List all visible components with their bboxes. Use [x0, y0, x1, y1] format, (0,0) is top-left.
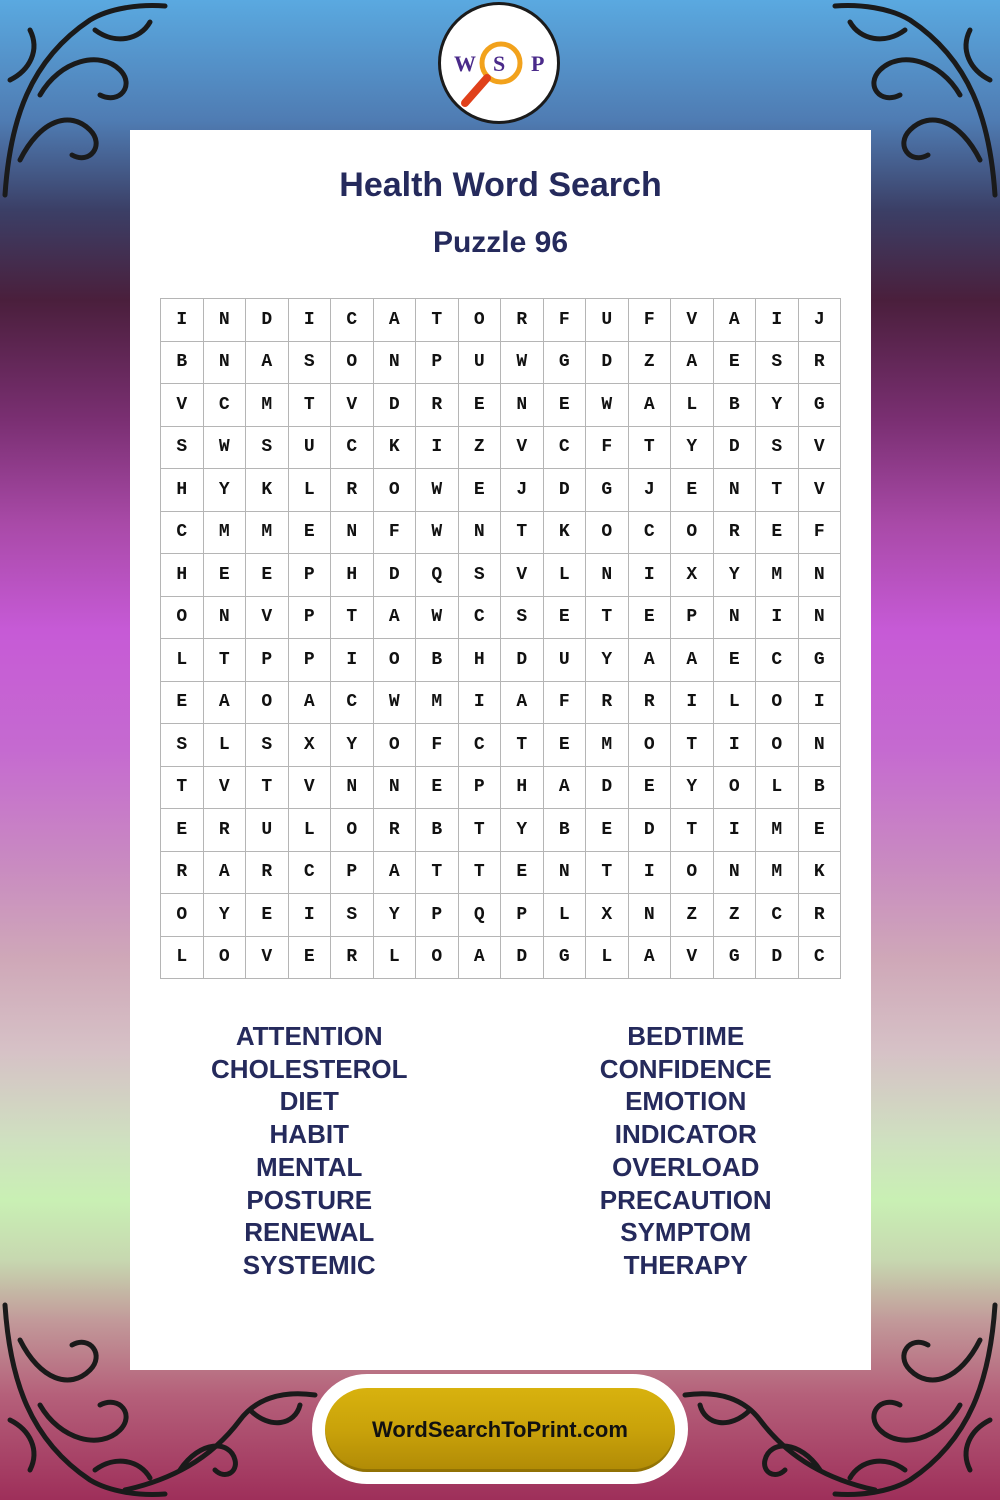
grid-cell[interactable]: N — [204, 299, 247, 342]
grid-cell[interactable]: B — [799, 767, 842, 810]
grid-cell[interactable]: T — [671, 724, 714, 767]
grid-cell[interactable]: T — [459, 852, 502, 895]
grid-cell[interactable]: G — [714, 937, 757, 980]
grid-cell[interactable]: C — [331, 299, 374, 342]
grid-cell[interactable]: W — [416, 469, 459, 512]
word-item: MENTAL — [256, 1151, 363, 1182]
grid-cell[interactable]: S — [246, 427, 289, 470]
grid-cell[interactable]: G — [799, 384, 842, 427]
grid-cell[interactable]: J — [629, 469, 672, 512]
grid-cell[interactable]: F — [799, 512, 842, 555]
grid-cell[interactable]: O — [756, 682, 799, 725]
grid-cell[interactable]: O — [671, 512, 714, 555]
grid-cell[interactable]: I — [289, 894, 332, 937]
grid-cell[interactable]: T — [161, 767, 204, 810]
grid-cell[interactable]: Y — [501, 809, 544, 852]
grid-cell[interactable]: L — [161, 937, 204, 980]
grid-cell[interactable]: M — [204, 512, 247, 555]
grid-cell[interactable]: A — [246, 342, 289, 385]
grid-cell[interactable]: M — [756, 554, 799, 597]
grid-cell[interactable]: R — [416, 384, 459, 427]
magnifier-icon — [441, 5, 557, 121]
ornament-bottom-right-scroll-icon — [680, 1370, 880, 1500]
grid-cell[interactable]: S — [756, 427, 799, 470]
grid-cell[interactable]: T — [629, 427, 672, 470]
grid-cell[interactable]: A — [374, 299, 417, 342]
word-item: HABIT — [269, 1119, 349, 1150]
grid-cell[interactable]: Z — [671, 894, 714, 937]
grid-cell[interactable]: N — [331, 767, 374, 810]
grid-cell[interactable]: N — [374, 342, 417, 385]
grid-cell[interactable]: I — [671, 682, 714, 725]
grid-cell[interactable]: L — [544, 554, 587, 597]
grid-cell[interactable]: Q — [416, 554, 459, 597]
grid-cell[interactable]: S — [161, 724, 204, 767]
grid-cell[interactable]: P — [289, 639, 332, 682]
grid-cell[interactable]: K — [374, 427, 417, 470]
grid-cell[interactable]: M — [246, 512, 289, 555]
grid-cell[interactable]: K — [544, 512, 587, 555]
grid-cell[interactable]: F — [544, 682, 587, 725]
grid-cell[interactable]: B — [416, 639, 459, 682]
grid-cell[interactable]: W — [204, 427, 247, 470]
grid-cell[interactable]: A — [629, 384, 672, 427]
grid-cell[interactable]: I — [459, 682, 502, 725]
grid-cell[interactable]: N — [374, 767, 417, 810]
grid-cell[interactable]: N — [544, 852, 587, 895]
grid-cell[interactable]: T — [204, 639, 247, 682]
grid-cell[interactable]: W — [586, 384, 629, 427]
grid-cell[interactable]: O — [586, 512, 629, 555]
grid-cell[interactable]: T — [416, 299, 459, 342]
grid-cell[interactable]: O — [204, 937, 247, 980]
grid-cell[interactable]: E — [416, 767, 459, 810]
grid-cell[interactable]: L — [671, 384, 714, 427]
grid-cell[interactable]: I — [331, 639, 374, 682]
grid-cell[interactable]: P — [289, 554, 332, 597]
grid-cell[interactable]: D — [374, 554, 417, 597]
grid-cell[interactable]: L — [289, 469, 332, 512]
grid-cell[interactable]: E — [544, 724, 587, 767]
grid-cell[interactable]: E — [629, 597, 672, 640]
grid-cell[interactable]: R — [204, 809, 247, 852]
grid-cell[interactable]: V — [671, 937, 714, 980]
word-list — [130, 1020, 871, 1282]
grid-cell[interactable]: K — [246, 469, 289, 512]
grid-cell[interactable]: F — [374, 512, 417, 555]
grid-cell[interactable]: A — [544, 767, 587, 810]
grid-cell[interactable]: I — [416, 427, 459, 470]
grid-cell[interactable]: G — [544, 937, 587, 980]
grid-cell[interactable]: E — [629, 767, 672, 810]
grid-cell[interactable]: A — [671, 342, 714, 385]
grid-cell[interactable]: E — [671, 469, 714, 512]
grid-cell[interactable]: A — [501, 682, 544, 725]
grid-cell[interactable]: A — [459, 937, 502, 980]
grid-cell[interactable]: P — [459, 767, 502, 810]
grid-cell[interactable]: A — [714, 299, 757, 342]
grid-cell[interactable]: F — [416, 724, 459, 767]
grid-cell[interactable]: N — [459, 512, 502, 555]
grid-cell[interactable]: X — [289, 724, 332, 767]
grid-cell[interactable]: V — [289, 767, 332, 810]
grid-cell[interactable]: I — [756, 597, 799, 640]
grid-cell[interactable]: W — [374, 682, 417, 725]
grid-cell[interactable]: S — [756, 342, 799, 385]
ornament-bottom-left-scroll-icon — [120, 1370, 320, 1500]
grid-cell[interactable]: S — [161, 427, 204, 470]
grid-cell[interactable]: J — [799, 299, 842, 342]
grid-cell[interactable]: Y — [756, 384, 799, 427]
grid-cell[interactable]: P — [501, 894, 544, 937]
grid-cell[interactable]: V — [246, 937, 289, 980]
word-item: INDICATOR — [614, 1119, 757, 1150]
grid-cell[interactable]: W — [416, 597, 459, 640]
word-item: POSTURE — [246, 1184, 373, 1215]
grid-cell[interactable]: A — [629, 639, 672, 682]
grid-cell[interactable]: F — [629, 299, 672, 342]
grid-cell[interactable]: C — [756, 894, 799, 937]
grid-cell[interactable]: L — [289, 809, 332, 852]
grid-cell[interactable]: A — [204, 682, 247, 725]
grid-cell[interactable]: P — [671, 597, 714, 640]
grid-cell[interactable]: R — [799, 894, 842, 937]
grid-cell[interactable]: I — [714, 724, 757, 767]
grid-cell[interactable]: E — [756, 512, 799, 555]
footer-badge — [312, 1374, 688, 1484]
grid-cell[interactable]: Z — [629, 342, 672, 385]
word-item: RENEWAL — [244, 1217, 375, 1248]
grid-cell[interactable]: H — [161, 554, 204, 597]
grid-cell[interactable]: Y — [671, 427, 714, 470]
grid-cell[interactable]: D — [586, 342, 629, 385]
grid-cell[interactable]: T — [586, 852, 629, 895]
grid-cell[interactable]: E — [289, 512, 332, 555]
grid-cell[interactable]: S — [501, 597, 544, 640]
grid-cell[interactable]: H — [501, 767, 544, 810]
grid-cell[interactable]: T — [459, 809, 502, 852]
grid-cell[interactable]: R — [799, 342, 842, 385]
grid-cell[interactable]: N — [331, 512, 374, 555]
word-item: PRECAUTION — [599, 1184, 772, 1215]
grid-cell[interactable]: V — [501, 554, 544, 597]
puzzle-card — [130, 130, 871, 1370]
grid-cell[interactable]: V — [671, 299, 714, 342]
grid-cell[interactable]: P — [289, 597, 332, 640]
grid-cell[interactable]: V — [501, 427, 544, 470]
grid-cell[interactable]: X — [671, 554, 714, 597]
grid-cell[interactable]: J — [501, 469, 544, 512]
grid-cell[interactable]: C — [161, 512, 204, 555]
grid-cell[interactable]: G — [544, 342, 587, 385]
grid-cell[interactable]: M — [246, 384, 289, 427]
word-item: OVERLOAD — [612, 1151, 760, 1182]
word-item: ATTENTION — [235, 1021, 383, 1051]
letter-grid — [160, 298, 841, 979]
grid-cell[interactable]: H — [459, 639, 502, 682]
grid-cell[interactable]: T — [501, 512, 544, 555]
grid-cell[interactable]: A — [629, 937, 672, 980]
word-item: BEDTIME — [627, 1021, 745, 1051]
grid-cell[interactable]: O — [161, 597, 204, 640]
grid-cell[interactable]: O — [246, 682, 289, 725]
grid-cell[interactable]: N — [714, 469, 757, 512]
grid-cell[interactable]: N — [501, 384, 544, 427]
grid-cell[interactable]: D — [629, 809, 672, 852]
grid-cell[interactable]: I — [629, 554, 672, 597]
word-list-left — [124, 1020, 495, 1282]
grid-cell[interactable]: B — [416, 809, 459, 852]
grid-cell[interactable]: E — [246, 554, 289, 597]
grid-cell[interactable]: V — [246, 597, 289, 640]
grid-cell[interactable]: Y — [204, 469, 247, 512]
grid-cell[interactable]: T — [331, 597, 374, 640]
grid-cell[interactable]: O — [374, 724, 417, 767]
grid-cell[interactable]: P — [416, 342, 459, 385]
grid-cell[interactable]: U — [246, 809, 289, 852]
grid-cell[interactable]: R — [161, 852, 204, 895]
grid-cell[interactable]: E — [161, 809, 204, 852]
grid-cell[interactable]: T — [289, 384, 332, 427]
grid-cell[interactable]: R — [586, 682, 629, 725]
grid-cell[interactable]: T — [756, 469, 799, 512]
grid-cell[interactable]: N — [204, 342, 247, 385]
grid-cell[interactable]: L — [161, 639, 204, 682]
grid-cell[interactable]: T — [586, 597, 629, 640]
grid-cell[interactable]: U — [459, 342, 502, 385]
grid-cell[interactable]: O — [331, 342, 374, 385]
word-item: DIET — [279, 1086, 339, 1117]
grid-cell[interactable]: C — [331, 427, 374, 470]
grid-cell[interactable]: I — [629, 852, 672, 895]
grid-cell[interactable]: V — [331, 384, 374, 427]
word-item: CHOLESTEROL — [211, 1053, 408, 1084]
grid-cell[interactable]: N — [204, 597, 247, 640]
grid-cell[interactable]: G — [586, 469, 629, 512]
word-item: EMOTION — [625, 1086, 747, 1117]
grid-cell[interactable]: N — [799, 554, 842, 597]
grid-cell[interactable]: L — [374, 937, 417, 980]
grid-cell[interactable]: O — [374, 469, 417, 512]
grid-cell[interactable]: D — [714, 427, 757, 470]
grid-cell[interactable]: O — [714, 767, 757, 810]
grid-cell[interactable]: R — [331, 469, 374, 512]
grid-cell[interactable]: M — [756, 852, 799, 895]
grid-cell[interactable]: Y — [586, 639, 629, 682]
grid-cell[interactable]: U — [586, 299, 629, 342]
grid-cell[interactable]: P — [246, 639, 289, 682]
grid-cell[interactable]: E — [544, 384, 587, 427]
grid-cell[interactable]: E — [161, 682, 204, 725]
grid-cell[interactable]: E — [586, 809, 629, 852]
grid-cell[interactable]: U — [544, 639, 587, 682]
grid-cell[interactable]: C — [799, 937, 842, 980]
grid-cell[interactable]: N — [586, 554, 629, 597]
grid-cell[interactable]: E — [289, 937, 332, 980]
grid-cell[interactable]: H — [161, 469, 204, 512]
logo-letter-w: W — [454, 51, 476, 76]
grid-cell[interactable]: E — [459, 384, 502, 427]
grid-cell[interactable]: E — [501, 852, 544, 895]
word-item: THERAPY — [623, 1249, 748, 1280]
word-item: SYSTEMIC — [242, 1249, 376, 1280]
grid-cell[interactable]: U — [289, 427, 332, 470]
grid-cell[interactable]: W — [501, 342, 544, 385]
grid-cell[interactable]: C — [544, 427, 587, 470]
grid-cell[interactable]: M — [586, 724, 629, 767]
grid-cell[interactable]: C — [289, 852, 332, 895]
grid-cell[interactable]: D — [501, 937, 544, 980]
grid-cell[interactable]: I — [756, 299, 799, 342]
grid-cell[interactable]: Z — [459, 427, 502, 470]
grid-cell[interactable]: L — [586, 937, 629, 980]
grid-cell[interactable]: Y — [374, 894, 417, 937]
page-title: Health Word Search — [339, 166, 662, 204]
grid-cell[interactable]: T — [671, 809, 714, 852]
grid-cell[interactable]: E — [799, 809, 842, 852]
grid-cell[interactable]: O — [756, 724, 799, 767]
grid-cell[interactable]: V — [161, 384, 204, 427]
grid-cell[interactable]: C — [629, 512, 672, 555]
grid-cell[interactable]: W — [416, 512, 459, 555]
grid-cell[interactable]: T — [416, 852, 459, 895]
grid-cell[interactable]: I — [799, 682, 842, 725]
grid-cell[interactable]: C — [331, 682, 374, 725]
grid-cell[interactable]: D — [374, 384, 417, 427]
grid-cell[interactable]: E — [459, 469, 502, 512]
grid-cell[interactable]: V — [799, 469, 842, 512]
grid-cell[interactable]: D — [586, 767, 629, 810]
grid-cell[interactable]: T — [501, 724, 544, 767]
grid-cell[interactable]: A — [204, 852, 247, 895]
grid-cell[interactable]: C — [204, 384, 247, 427]
grid-cell[interactable]: M — [756, 809, 799, 852]
grid-cell[interactable]: R — [501, 299, 544, 342]
grid-cell[interactable]: O — [161, 894, 204, 937]
grid-cell[interactable]: O — [629, 724, 672, 767]
grid-cell[interactable]: E — [714, 639, 757, 682]
grid-cell[interactable]: Y — [204, 894, 247, 937]
grid-cell[interactable]: E — [204, 554, 247, 597]
grid-cell[interactable]: S — [459, 554, 502, 597]
grid-cell[interactable]: L — [756, 767, 799, 810]
word-item: SYMPTOM — [620, 1217, 752, 1248]
grid-cell[interactable]: I — [289, 299, 332, 342]
grid-cell[interactable]: O — [459, 299, 502, 342]
grid-cell[interactable]: A — [671, 639, 714, 682]
grid-cell[interactable]: F — [586, 427, 629, 470]
grid-cell[interactable]: V — [204, 767, 247, 810]
grid-cell[interactable]: G — [799, 639, 842, 682]
grid-cell[interactable]: N — [629, 894, 672, 937]
grid-cell[interactable]: K — [799, 852, 842, 895]
grid-cell[interactable]: Y — [714, 554, 757, 597]
word-list-right — [501, 1020, 872, 1282]
grid-cell[interactable]: Y — [671, 767, 714, 810]
grid-cell[interactable]: B — [161, 342, 204, 385]
grid-cell[interactable]: Z — [714, 894, 757, 937]
grid-cell[interactable]: H — [331, 554, 374, 597]
grid-cell[interactable]: S — [331, 894, 374, 937]
grid-cell[interactable]: E — [544, 597, 587, 640]
grid-cell[interactable]: L — [204, 724, 247, 767]
logo-letter-p: P — [531, 51, 545, 76]
grid-cell[interactable]: R — [331, 937, 374, 980]
grid-cell[interactable]: C — [459, 724, 502, 767]
grid-cell[interactable]: O — [374, 639, 417, 682]
grid-cell[interactable]: B — [544, 809, 587, 852]
grid-cell[interactable]: S — [246, 724, 289, 767]
website-link-text: WordSearchToPrint.com — [372, 1417, 628, 1442]
grid-cell[interactable]: A — [289, 682, 332, 725]
grid-cell[interactable]: I — [161, 299, 204, 342]
grid-cell[interactable]: E — [246, 894, 289, 937]
grid-cell[interactable]: X — [586, 894, 629, 937]
grid-cell[interactable]: N — [799, 597, 842, 640]
grid-cell[interactable]: M — [416, 682, 459, 725]
grid-cell[interactable]: F — [544, 299, 587, 342]
grid-cell[interactable]: R — [629, 682, 672, 725]
grid-cell[interactable]: D — [756, 937, 799, 980]
grid-cell[interactable]: R — [714, 512, 757, 555]
grid-cell[interactable]: V — [799, 427, 842, 470]
grid-cell[interactable]: L — [714, 682, 757, 725]
grid-cell[interactable]: N — [714, 597, 757, 640]
puzzle-number: Puzzle 96 — [432, 226, 569, 259]
grid-cell[interactable]: O — [331, 809, 374, 852]
word-item: CONFIDENCE — [599, 1053, 772, 1084]
grid-cell[interactable]: A — [374, 852, 417, 895]
grid-cell[interactable]: S — [289, 342, 332, 385]
logo-letter-s: S — [493, 51, 506, 76]
grid-cell[interactable]: B — [714, 384, 757, 427]
grid-cell[interactable]: O — [416, 937, 459, 980]
grid-cell[interactable]: N — [799, 724, 842, 767]
grid-cell[interactable]: R — [246, 852, 289, 895]
grid-cell[interactable]: P — [416, 894, 459, 937]
grid-cell[interactable]: L — [544, 894, 587, 937]
grid-cell[interactable]: P — [331, 852, 374, 895]
grid-cell[interactable]: D — [544, 469, 587, 512]
grid-cell[interactable]: Q — [459, 894, 502, 937]
grid-cell[interactable]: D — [501, 639, 544, 682]
grid-cell[interactable]: C — [756, 639, 799, 682]
website-link-button[interactable] — [325, 1388, 675, 1472]
grid-cell[interactable]: T — [246, 767, 289, 810]
grid-cell[interactable]: E — [714, 342, 757, 385]
grid-cell[interactable]: A — [374, 597, 417, 640]
site-logo[interactable] — [438, 2, 560, 124]
grid-cell[interactable]: Y — [331, 724, 374, 767]
grid-cell[interactable]: D — [246, 299, 289, 342]
grid-cell[interactable]: C — [459, 597, 502, 640]
grid-cell[interactable]: N — [714, 852, 757, 895]
grid-cell[interactable]: O — [671, 852, 714, 895]
grid-cell[interactable]: R — [374, 809, 417, 852]
grid-cell[interactable]: I — [714, 809, 757, 852]
